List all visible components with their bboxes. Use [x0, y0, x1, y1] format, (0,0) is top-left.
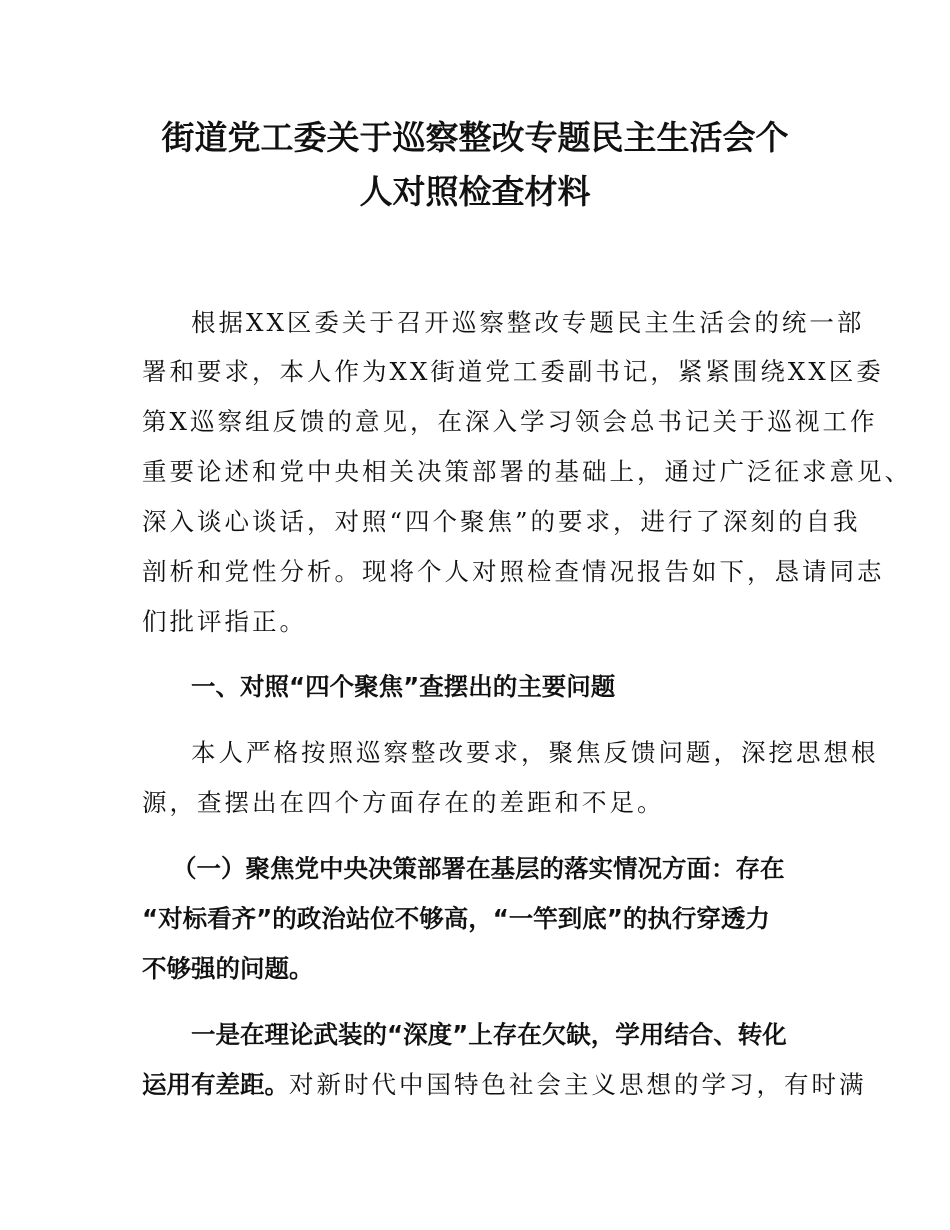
intro-line-5: 深入谈心谈话，对照“四个聚焦”的要求，进行了深刻的自我 [142, 507, 861, 536]
subsection-1-line-1: （一）聚焦党中央决策部署在基层的落实情况方面：存在 [172, 854, 785, 883]
subsection-1-line-2: “对标看齐”的政治站位不够高，“一竿到底”的执行穿透力 [142, 904, 770, 933]
section-1-line-2: 源，查摆出在四个方面存在的差距和不足。 [142, 788, 665, 817]
point-1-text: 对新时代中国特色社会主义思想的学习，有时满 [289, 1070, 867, 1099]
subsection-1-line-3: 不够强的问题。 [142, 954, 314, 983]
intro-line-3: 第X巡察组反馈的意见，在深入学习领会总书记关于巡视工作 [142, 407, 878, 436]
intro-line-6: 剖析和党性分析。现将个人对照检查情况报告如下，恳请同志 [142, 557, 885, 586]
point-1-bold-lead: 运用有差距。 [142, 1070, 289, 1099]
intro-line-2: 署和要求，本人作为XX街道党工委副书记，紧紧围绕XX区委 [142, 357, 884, 386]
intro-line-4: 重要论述和党中央相关决策部署的基础上，通过广泛征求意见、 [142, 457, 912, 486]
document-title-line-1: 街道党工委关于巡察整改专题民主生活会个 [161, 118, 789, 157]
section-1-heading: 一、对照“四个聚焦”查摆出的主要问题 [191, 672, 616, 701]
point-1-line-1: 一是在理论武装的“深度”上存在欠缺，学用结合、转化 [191, 1020, 787, 1049]
intro-line-1: 根据XX区委关于召开巡察整改专题民主生活会的统一部 [191, 308, 865, 337]
intro-line-7: 们批评指正。 [142, 607, 307, 636]
point-1-line-2 [142, 1068, 867, 1103]
section-1-line-1: 本人严格按照巡察整改要求，聚焦反馈问题，深挖思想根 [191, 738, 879, 767]
document-title-line-2: 人对照检查材料 [359, 172, 591, 211]
